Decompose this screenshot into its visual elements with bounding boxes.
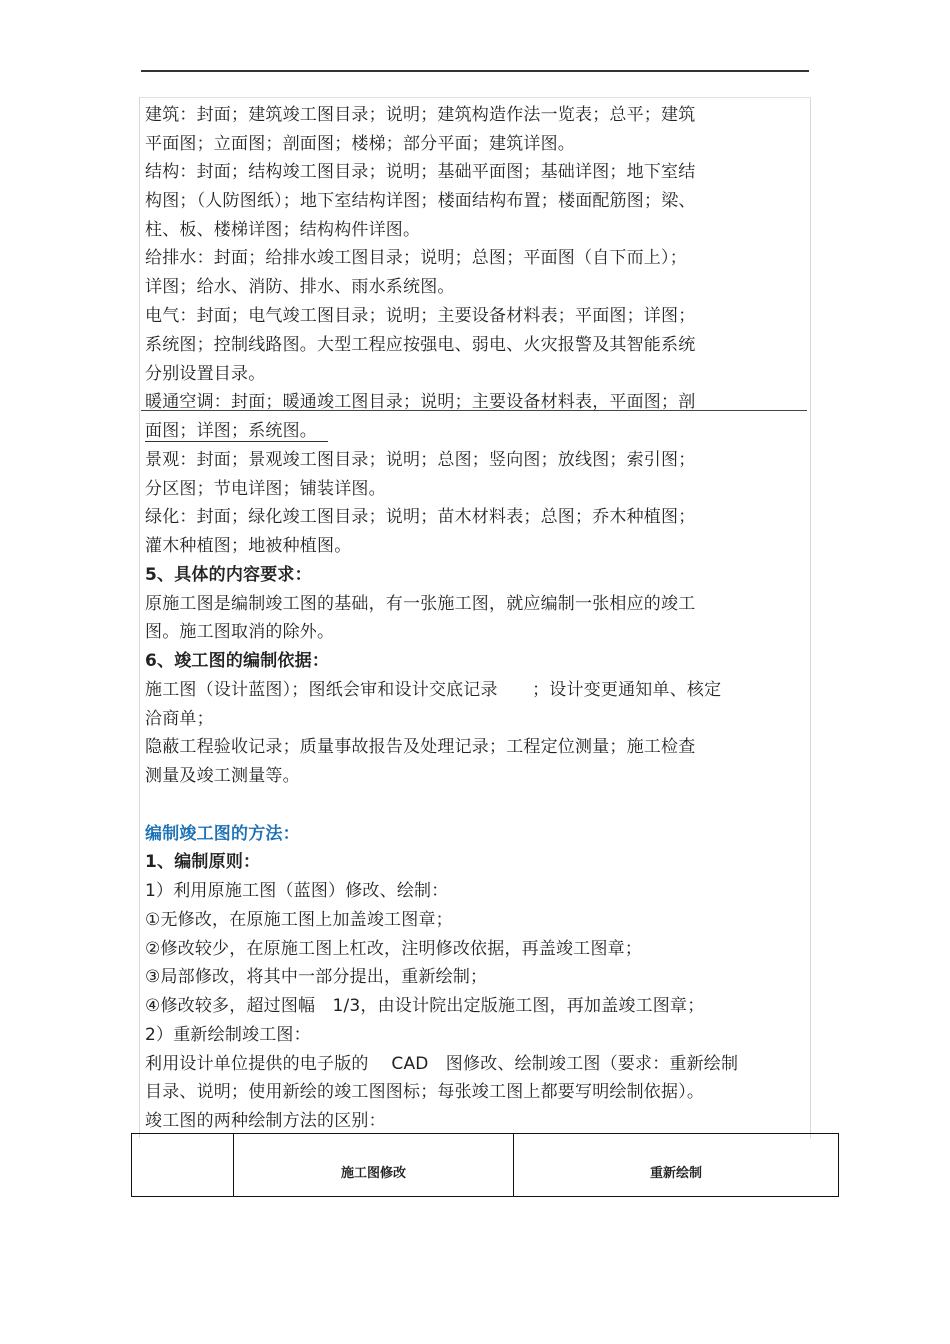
text-line-landscape-2: 分区图；节电详图；铺装详图。 [145, 479, 386, 499]
text-line-method-4: ③局部修改，将其中一部分提出，重新绘制； [145, 967, 488, 987]
text-line-method-9: 竣工图的两种绘制方法的区别： [145, 1111, 386, 1131]
comparison-table [131, 1133, 839, 1197]
section-heading-5: 5、具体的内容要求： [145, 565, 312, 585]
text-line-plumbing-2: 详图；给水、消防、排水、雨水系统图。 [145, 277, 455, 297]
text-line-method-2: ①无修改，在原施工图上加盖竣工图章； [145, 910, 453, 930]
text-line-method-5: ④修改较多，超过图幅 1/3，由设计院出定版施工图，再加盖竣工图章； [145, 996, 705, 1016]
method-heading: 编制竣工图的方法： [145, 824, 300, 844]
text-line-structure-2: 构图；（人防图纸）；地下室结构详图；楼面结构布置；楼面配筋图；梁、 [145, 191, 696, 211]
text-line-structure-1: 结构：封面；结构竣工图目录；说明；基础平面图；基础详图；地下室结 [145, 162, 696, 182]
text-line-electrical-2: 系统图；控制线路图。大型工程应按强电、弱电、火灾报警及其智能系统 [145, 335, 696, 355]
principle-heading: 1、编制原则： [145, 852, 261, 872]
text-line-electrical-3: 分别设置目录。 [145, 364, 266, 384]
text-line-plumbing-1: 给排水：封面；给排水竣工图目录；说明；总图；平面图（自下而上）； [145, 248, 687, 268]
text-line-basis-2: 洽商单； [145, 709, 214, 729]
text-line-method-6: 2）重新绘制竣工图： [145, 1025, 311, 1045]
text-line-architecture-1: 建筑：封面；建筑竣工图目录；说明；建筑构造作法一览表；总平；建筑 [145, 105, 696, 125]
text-line-greening-2: 灌木种植图；地被种植图。 [145, 536, 352, 556]
header-rule [141, 70, 809, 72]
section-heading-6: 6、竣工图的编制依据： [145, 651, 330, 671]
text-line-requirements-1: 原施工图是编制竣工图的基础，有一张施工图，就应编制一张相应的竣工 [145, 594, 696, 614]
text-line-basis-3: 隐蔽工程验收记录；质量事故报告及处理记录；工程定位测量；施工检查 [145, 737, 696, 757]
text-line-basis-4: 测量及竣工测量等。 [145, 766, 300, 786]
text-line-greening-1: 绿化：封面；绿化竣工图目录；说明；苗木材料表；总图；乔木种植图； [145, 507, 696, 527]
text-line-method-7: 利用设计单位提供的电子版的 CAD 图修改、绘制竣工图（要求：重新绘制 [145, 1054, 739, 1074]
table-header-cell-redraw: 重新绘制 [514, 1134, 839, 1197]
text-line-requirements-2: 图。施工图取消的除外。 [145, 622, 335, 642]
text-line-hvac-2: 面图；详图；系统图。 [145, 421, 317, 441]
table-header-row [132, 1134, 839, 1197]
table-header-cell-empty [132, 1134, 234, 1197]
text-line-landscape-1: 景观：封面；景观竣工图目录；说明；总图；竖向图；放线图；索引图； [145, 450, 696, 470]
text-line-structure-3: 柱、板、楼梯详图；结构构件详图。 [145, 220, 421, 240]
text-line-hvac-1: 暖通空调：封面；暖通竣工图目录；说明；主要设备材料表，平面图；剖 [145, 392, 696, 412]
table-header-cell-modify: 施工图修改 [234, 1134, 514, 1197]
text-line-architecture-2: 平面图；立面图；剖面图；楼梯；部分平面；建筑详图。 [145, 134, 575, 154]
text-line-method-3: ②修改较少，在原施工图上杠改，注明修改依据，再盖竣工图章； [145, 939, 643, 959]
text-line-method-8: 目录、说明；使用新绘的竣工图图标；每张竣工图上都要写明绘制依据）。 [145, 1082, 705, 1102]
text-line-basis-1: 施工图（设计蓝图）；图纸会审和设计交底记录 ；设计变更通知单、核定 [145, 680, 722, 700]
text-line-electrical-1: 电气：封面；电气竣工图目录；说明；主要设备材料表；平面图；详图； [145, 306, 696, 326]
text-line-method-1: 1）利用原施工图（蓝图）修改、绘制： [145, 881, 449, 901]
